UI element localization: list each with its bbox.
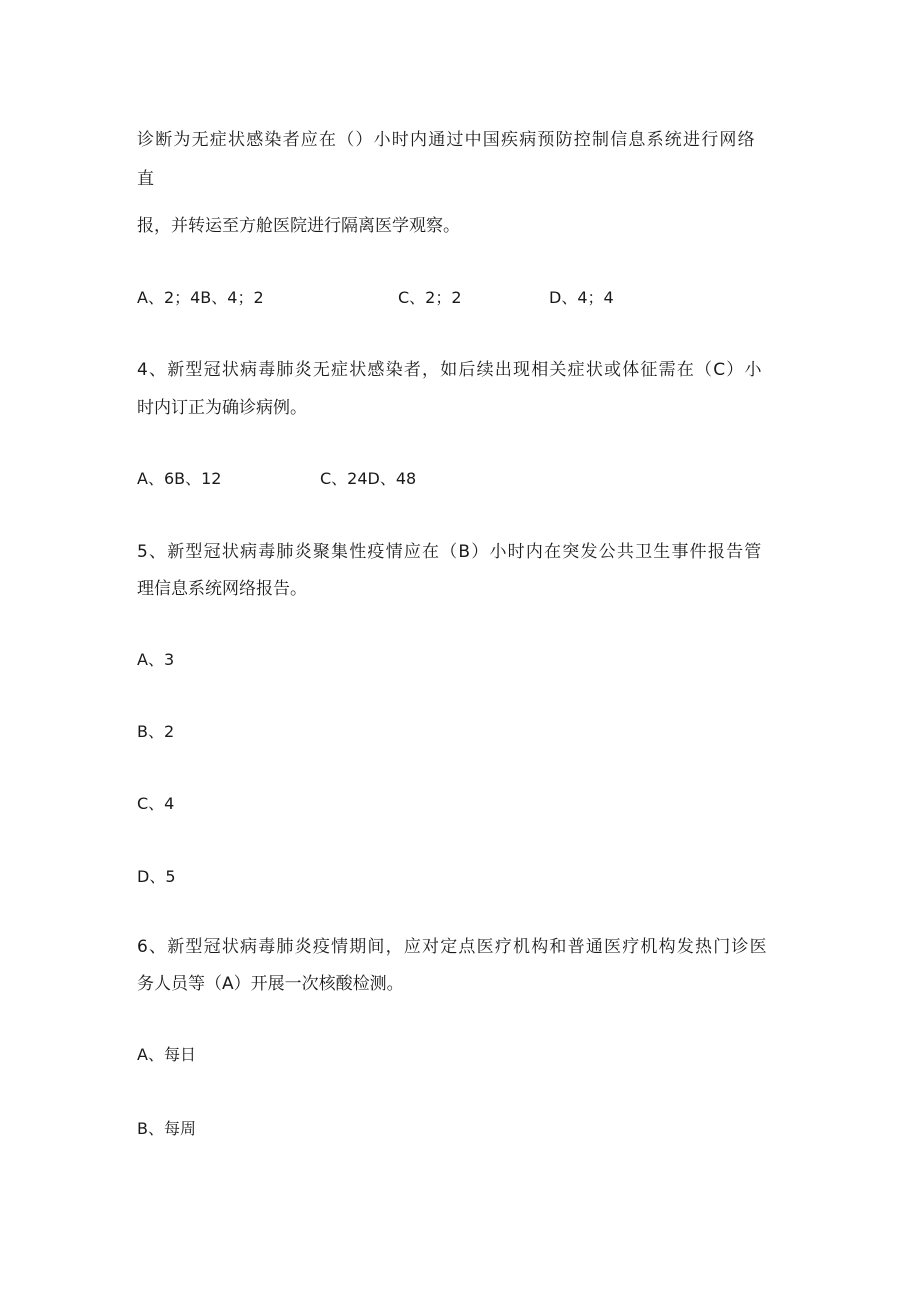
- question-3-option-c: C、2；2: [398, 288, 462, 307]
- question-5-text-line-1: 5、新型冠状病毒肺炎聚集性疫情应在（B）小时内在突发公共卫生事件报告管: [137, 542, 763, 562]
- question-3-text-line-3: 报，并转运至方舱医院进行隔离医学观察。: [137, 216, 460, 236]
- question-5-text-line-2: 理信息系统网络报告。: [137, 579, 307, 599]
- question-3-options-ab: A、2；4B、4；2: [137, 288, 264, 307]
- question-6-option-b: B、每周: [137, 1119, 196, 1138]
- question-6-text-line-1: 6、新型冠状病毒肺炎疫情期间，应对定点医疗机构和普通医疗机构发热门诊医: [137, 937, 768, 957]
- question-5-option-c: C、4: [137, 794, 175, 813]
- question-4-options-ab: A、6B、12: [137, 469, 222, 488]
- question-6-option-a: A、每日: [137, 1045, 196, 1064]
- question-4-text-line-1: 4、新型冠状病毒肺炎无症状感染者，如后续出现相关症状或体征需在（C）小: [137, 360, 763, 380]
- question-3-text-line-2: 直: [137, 169, 154, 189]
- question-5-option-b: B、2: [137, 722, 175, 741]
- question-3-option-d: D、4；4: [549, 288, 614, 307]
- question-3-text-line-1: 诊断为无症状感染者应在（）小时内通过中国疾病预防控制信息系统进行网络: [137, 130, 756, 150]
- question-5-option-a: A、3: [137, 650, 175, 669]
- question-6-text-line-2: 务人员等（A）开展一次核酸检测。: [137, 974, 404, 994]
- question-4-text-line-2: 时内订正为确诊病例。: [137, 398, 307, 418]
- question-5-option-d: D、5: [137, 867, 176, 886]
- question-4-options-cd: C、24D、48: [320, 469, 417, 488]
